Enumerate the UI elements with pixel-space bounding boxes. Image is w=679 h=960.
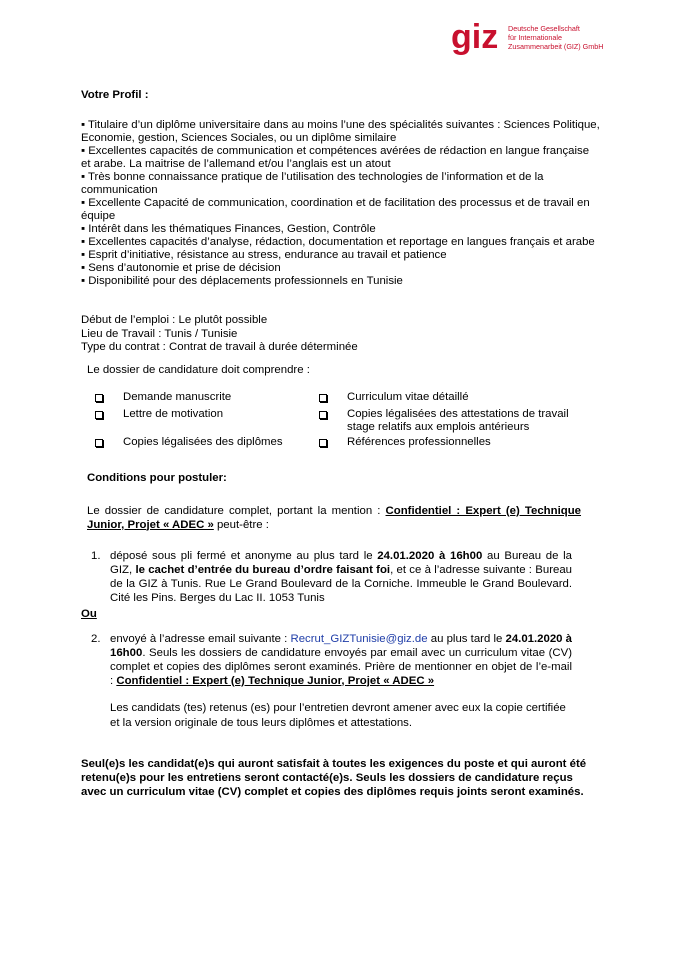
logo-line-3: Zusammenarbeit (GIZ) GmbH (508, 42, 604, 51)
option-text: envoyé à l’adresse email suivante : (110, 632, 291, 645)
giz-logo-text: giz (451, 22, 499, 56)
checkbox-icon (95, 411, 103, 419)
job-place: Lieu de Travail : Tunis / Tunisie (81, 327, 238, 340)
profile-item: ▪ Titulaire d’un diplôme universitaire dans au moins l’une des spécialités suivantes : Sciences Politique, Economie, gestion, Sciences Sociales, ou un diplôme similaire (81, 119, 600, 144)
profile-item: ▪ Disponibilité pour des déplacements professionnels en Tunisie (81, 275, 403, 287)
submission-options (81, 549, 601, 731)
job-contract: Type du contrat : Contrat de travail à durée déterminée (81, 341, 358, 353)
office-address: , et ce à l’adresse suivante : Bureau de la GIZ à Tunis. Rue Le Grand Boulevard de la Corniche. Immeuble le Grand Boulevard. Cité les Pins. Berges du Lac II. 1053 Tunis (110, 563, 572, 604)
option-text: au plus tard le (427, 632, 506, 645)
giz-logo (451, 22, 604, 62)
checklist-label: Curriculum vitae détaillé (347, 390, 469, 403)
job-meta (81, 314, 601, 355)
checkbox-icon (319, 439, 327, 447)
profile-item: ▪ Très bonne connaissance pratique de l’utilisation des technologies de l’information et de la communication (81, 171, 544, 196)
profile-item: ▪ Excellentes capacités de communication et compétences avérées de rédaction en langue française et arabe. La maitrise de l’allemand et/ou l’anglais est un atout (81, 145, 590, 170)
cachet-note: le cachet d’entrée du bureau d’ordre faisant foi (135, 563, 391, 576)
option-number: 2. (91, 632, 101, 645)
option-1 (81, 549, 572, 605)
conditions-intro-pre: Le dossier de candidature complet, portant la mention : (87, 504, 386, 517)
profile-item: ▪ Excellentes capacités d’analyse, rédaction, documentation et reportage en langues français et arabe (81, 236, 595, 248)
or-separator: Ou (81, 607, 97, 620)
checklist-label: Références professionnelles (347, 435, 491, 448)
checkbox-icon (95, 394, 103, 402)
email-subject-mention: Confidentiel : Expert (e) Technique Junior, Projet « ADEC » (116, 674, 435, 687)
checkbox-icon (319, 394, 327, 402)
option-number: 1. (91, 549, 101, 562)
logo-line-2: für Internationale (508, 33, 562, 42)
checkbox-icon (319, 411, 327, 419)
conditions-heading: Conditions pour postuler: (87, 471, 227, 484)
option-text: déposé sous pli fermé et anonyme au plus tard le (110, 549, 378, 562)
profile-item: ▪ Intérêt dans les thématiques Finances, Gestion, Contrôle (81, 223, 376, 235)
deadline: 24.01.2020 à 16h00 (110, 632, 572, 659)
profile-item: ▪ Esprit d’initiative, résistance au stress, endurance au travail et patience (81, 249, 447, 261)
conditions-intro-post: peut-être : (213, 518, 269, 531)
checklist-label: Copies légalisées des diplômes (123, 435, 283, 448)
conditions-intro (87, 504, 581, 532)
checklist-label: Lettre de motivation (123, 407, 224, 420)
profile-item: ▪ Excellente Capacité de communication, coordination et de facilitation des processus et de travail en équipe (81, 197, 590, 222)
checklist-label: Demande manuscrite (123, 390, 232, 403)
job-start: Début de l’emploi : Le plutôt possible (81, 314, 268, 326)
giz-logo-mark (451, 22, 507, 60)
option-text: au Bureau de la GIZ, (110, 549, 572, 576)
deadline: 24.01.2020 à 16h00 (377, 549, 483, 562)
profile-list (81, 119, 601, 288)
dossier-intro: Le dossier de candidature doit comprendre : (87, 363, 310, 376)
document-body (81, 88, 601, 799)
checklist-label: Copies légalisées des attestations de travail stage relatifs aux emplois antérieurs (347, 407, 569, 433)
email-link[interactable]: Recrut_GIZTunisie@giz.de (290, 632, 428, 645)
dossier-checklist (81, 391, 601, 451)
profile-heading: Votre Profil : (81, 89, 149, 101)
final-notice: Seul(e)s les candidat(e)s qui auront satisfait à toutes les exigences du poste et qui auront été retenu(e)s pour les entretiens seront contacté(e)s. Seuls les dossiers de candidature reçus avec un curriculum vitae (CV) complet et copies des diplômes requis joints seront examinés. (81, 757, 587, 798)
profile-item: ▪ Sens d’autonomie et prise de décision (81, 262, 281, 274)
giz-logo-words (508, 24, 603, 51)
option-text: . Seuls les dossiers de candidature envoyés par email avec un curriculum vitae (CV) complet et copies des diplômes seront examinés. Prière de mentionner en objet de l’e-mail : (110, 646, 572, 687)
option-2 (81, 632, 572, 688)
checkbox-icon (95, 439, 103, 447)
logo-line-1: Deutsche Gesellschaft (508, 24, 580, 33)
interview-note: Les candidats (tes) retenus (es) pour l’entretien devront amener avec eux la copie certifiée et la version originale de tous leurs diplômes et attestations. (110, 701, 566, 729)
conditions-mention: Confidentiel : Expert (e) Technique Junior, Projet « ADEC » (87, 504, 582, 531)
